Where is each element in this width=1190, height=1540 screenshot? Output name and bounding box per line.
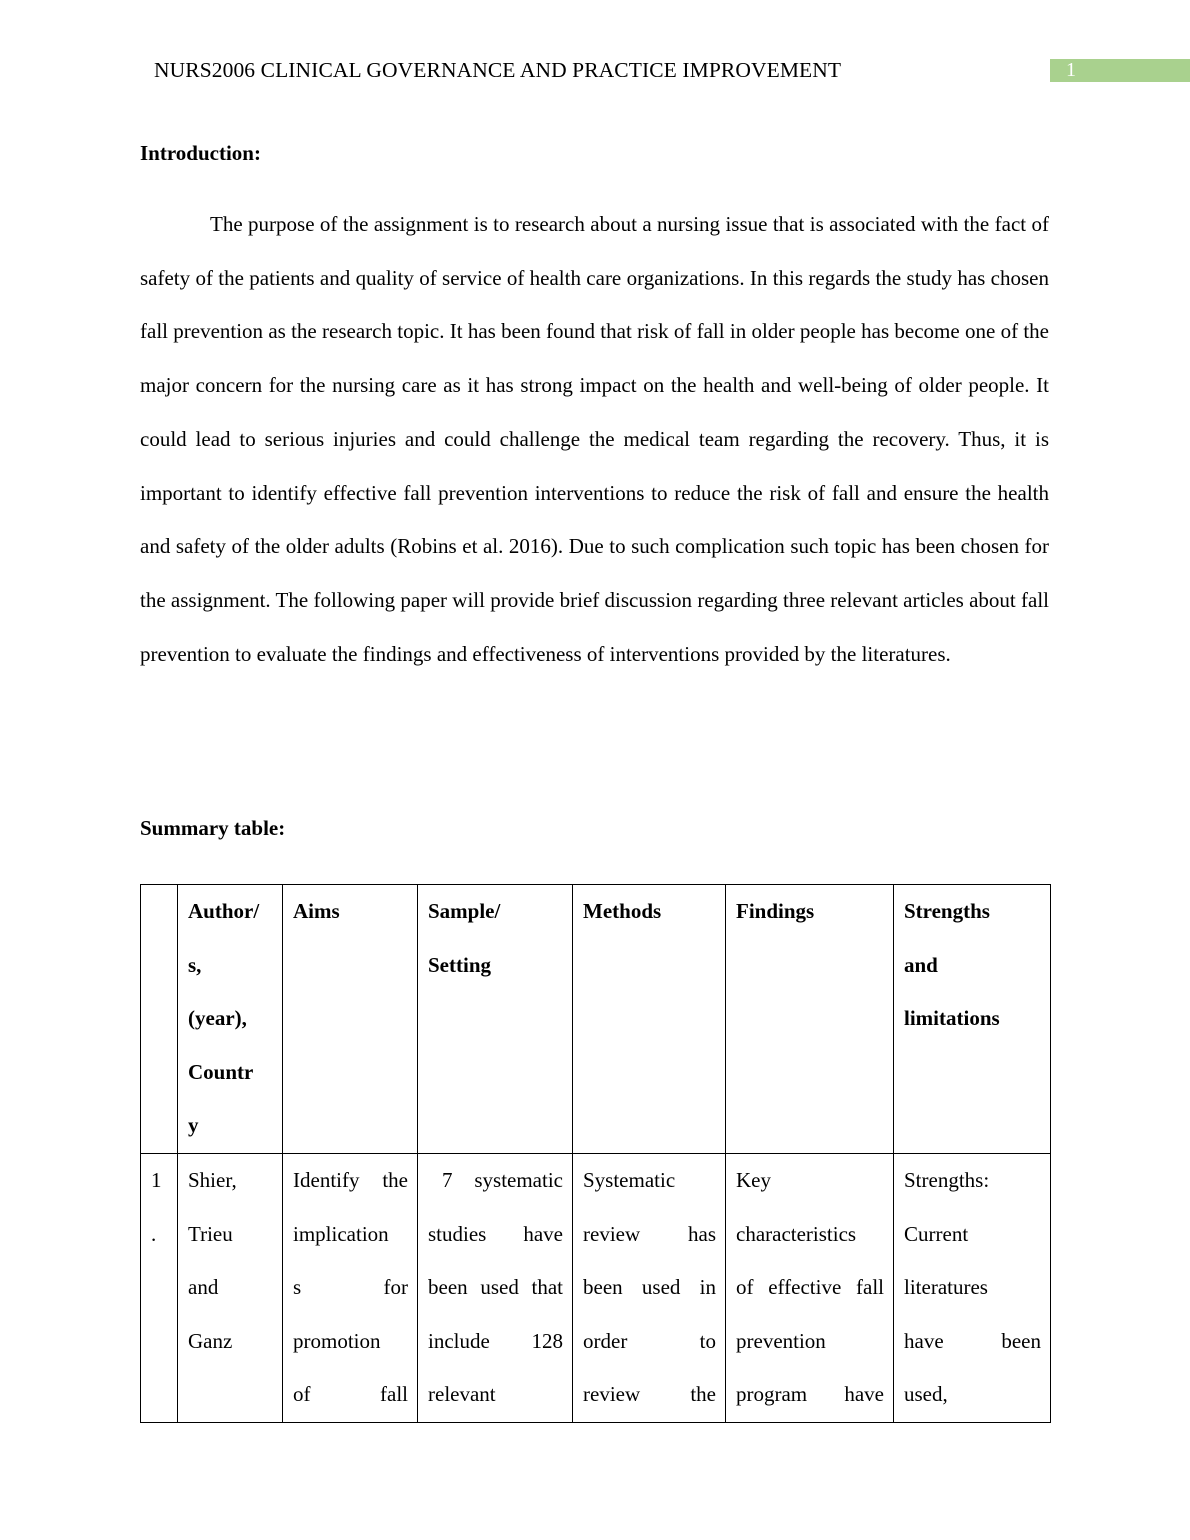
header-cell-methods: Methods bbox=[573, 885, 726, 1154]
cell-aims: Identify the implication s for promotion of fall bbox=[283, 1154, 418, 1423]
header-cell-index bbox=[141, 885, 178, 1154]
header-cell-strengths-limitations: Strengths and limitations bbox=[894, 885, 1051, 1154]
table-header-row bbox=[141, 885, 1051, 1154]
cell-sample-setting: 7 systematic studies have been used that include 128 relevant bbox=[418, 1154, 573, 1423]
summary-table bbox=[140, 884, 1051, 1423]
header-cell-aims: Aims bbox=[283, 885, 418, 1154]
running-header-title: NURS2006 CLINICAL GOVERNANCE AND PRACTICE IMPROVEMENT bbox=[154, 58, 842, 82]
cell-strengths-limitations: Strengths: Current literatures have been used, bbox=[894, 1154, 1051, 1423]
header-cell-sample-setting: Sample/ Setting bbox=[418, 885, 573, 1154]
cell-index: 1 . bbox=[141, 1154, 178, 1423]
cell-author: Shier, Trieu and Ganz bbox=[178, 1154, 283, 1423]
summary-table-heading: Summary table: bbox=[140, 816, 286, 840]
page-number: 1 bbox=[1050, 59, 1190, 82]
table-row bbox=[141, 1154, 1051, 1423]
cell-methods: Systematic review has been used in order to review the bbox=[573, 1154, 726, 1423]
cell-findings: Key characteristics of effective fall prevention program have bbox=[726, 1154, 894, 1423]
introduction-heading: Introduction: bbox=[140, 141, 261, 165]
introduction-paragraph: The purpose of the assignment is to research about a nursing issue that is associated with the fact of safety of the patients and quality of service of health care organizations. In this regards the study has chosen fall prevention as the research topic. It has been found that risk of fall in older people has become one of the major concern for the nursing care as it has strong impact on the health and well-being of older people. It could lead to serious injuries and could challenge the medical team regarding the recovery. Thus, it is important to identify effective fall prevention interventions to reduce the risk of fall and ensure the health and safety of the older adults (Robins et al. 2016). Due to such complication such topic has been chosen for the assignment. The following paper will provide brief discussion regarding three relevant articles about fall prevention to evaluate the findings and effectiveness of interventions provided by the literatures. bbox=[140, 212, 1049, 666]
header-cell-author: Author/ s, (year), Countr y bbox=[178, 885, 283, 1154]
header-cell-findings: Findings bbox=[726, 885, 894, 1154]
